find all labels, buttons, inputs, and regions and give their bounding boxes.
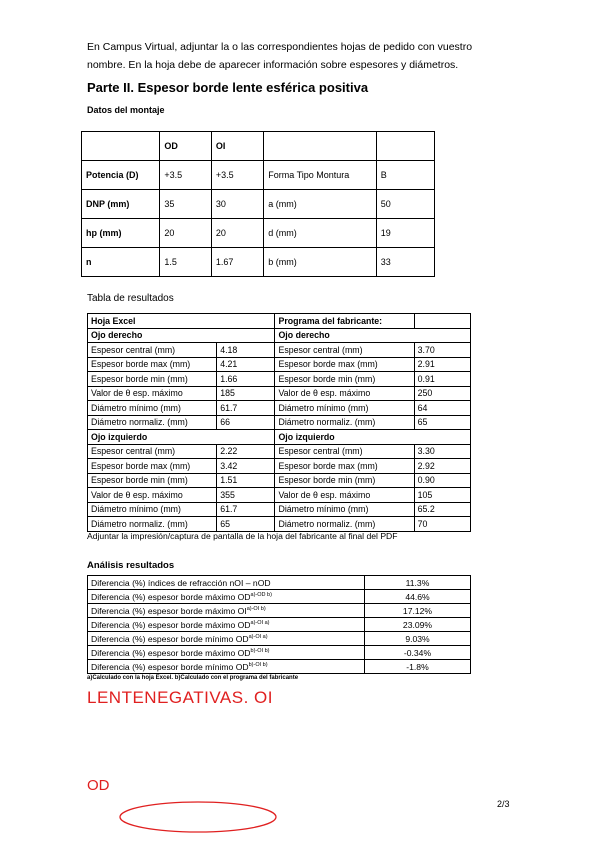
table-cell: 23.09% — [365, 618, 471, 632]
table-cell: Hoja Excel — [88, 314, 275, 329]
table-cell: 2.22 — [217, 444, 275, 459]
table-cell: 4.21 — [217, 357, 275, 372]
analisis-table — [87, 575, 471, 674]
table-row — [88, 502, 471, 517]
table-cell: 30 — [211, 190, 263, 219]
table-cell: 2.91 — [414, 357, 470, 372]
table-cell: d (mm) — [264, 219, 377, 248]
table-cell: 65.2 — [414, 502, 470, 517]
table-cell: n — [82, 248, 160, 277]
table-row — [88, 386, 471, 401]
table-cell: 1.67 — [211, 248, 263, 277]
table-cell: 20 — [160, 219, 211, 248]
table-cell — [88, 646, 365, 660]
attach-note: Adjuntar la impresión/captura de pantalla de la hoja del fabricante al final del PDF — [87, 531, 398, 541]
table-cell — [414, 314, 470, 329]
table-row — [82, 190, 435, 219]
table-row — [88, 430, 471, 445]
table-row — [82, 161, 435, 190]
table-row — [88, 660, 471, 674]
table-cell: Diámetro mínimo (mm) — [275, 401, 414, 416]
table-cell: +3.5 — [211, 161, 263, 190]
table-cell: 1.66 — [217, 372, 275, 387]
table-row — [82, 219, 435, 248]
row-label-sup: a)-OD b) — [250, 591, 272, 598]
table-row — [88, 576, 471, 590]
table-cell: 4.18 — [217, 343, 275, 358]
row-label: Diferencia (%) espesor borde máximo OD — [91, 619, 251, 630]
table-row — [88, 517, 471, 532]
table-row — [88, 459, 471, 474]
table-cell: Espesor borde min (mm) — [275, 372, 414, 387]
table-cell: OD — [160, 132, 211, 161]
table-row — [88, 604, 471, 618]
table-row — [82, 248, 435, 277]
table-cell: 185 — [217, 386, 275, 401]
table-cell: Ojo derecho — [275, 328, 471, 343]
handwritten-annotation: LENTENEGATIVAS. OI — [87, 688, 273, 707]
table-cell: 20 — [211, 219, 263, 248]
table-row — [88, 473, 471, 488]
table-cell — [376, 132, 434, 161]
table-cell: 0.91 — [414, 372, 470, 387]
table-cell: Espesor borde max (mm) — [275, 459, 414, 474]
table-cell: 2.92 — [414, 459, 470, 474]
handwritten-od: OD — [87, 777, 110, 794]
table-cell: 11.3% — [365, 576, 471, 590]
row-label: Diferencia (%) índices de refracción nOI – nOD — [91, 577, 271, 588]
table-row — [88, 632, 471, 646]
table-cell: Valor de θ esp. máximo — [275, 488, 414, 503]
row-label-sup: b)-OI b) — [250, 647, 270, 654]
table-cell: Espesor borde max (mm) — [88, 459, 217, 474]
table-row — [82, 132, 435, 161]
table-cell: 50 — [376, 190, 434, 219]
table-cell: Espesor borde min (mm) — [88, 473, 217, 488]
table-cell: Espesor borde min (mm) — [88, 372, 217, 387]
table-cell: Espesor borde max (mm) — [275, 357, 414, 372]
table-cell — [88, 618, 365, 632]
table-cell: 1.5 — [160, 248, 211, 277]
table-cell: 17.12% — [365, 604, 471, 618]
table-cell: 61.7 — [217, 502, 275, 517]
row-label: Diferencia (%) espesor borde máximo OD — [91, 647, 251, 658]
table-cell: Espesor central (mm) — [88, 343, 217, 358]
table-cell: +3.5 — [160, 161, 211, 190]
table-cell: 355 — [217, 488, 275, 503]
resultados-table — [87, 313, 471, 532]
table-cell: b (mm) — [264, 248, 377, 277]
table-cell: 65 — [217, 517, 275, 532]
table-cell: Diámetro normaliz. (mm) — [88, 517, 217, 532]
table-cell: 61.7 — [217, 401, 275, 416]
table-row — [88, 415, 471, 430]
section-title: Parte II. Espesor borde lente esférica positiva — [87, 80, 369, 95]
montaje-title: Datos del montaje — [87, 105, 165, 115]
table-cell — [88, 604, 365, 618]
analisis-title: Análisis resultados — [87, 560, 175, 571]
table-cell: Programa del fabricante: — [275, 314, 414, 329]
table-row — [88, 444, 471, 459]
table-cell: 35 — [160, 190, 211, 219]
table-cell: a (mm) — [264, 190, 377, 219]
table-cell: 0.90 — [414, 473, 470, 488]
table-cell: B — [376, 161, 434, 190]
table-cell — [82, 132, 160, 161]
table-cell: 3.30 — [414, 444, 470, 459]
row-label-sup: a)-OI b) — [246, 605, 266, 612]
table-cell: Espesor borde max (mm) — [88, 357, 217, 372]
table-cell: 66 — [217, 415, 275, 430]
table-cell: 33 — [376, 248, 434, 277]
table-cell: 64 — [414, 401, 470, 416]
table-row — [88, 372, 471, 387]
table-row — [88, 357, 471, 372]
table-cell: Valor de θ esp. máximo — [88, 386, 217, 401]
footnote: a)Calculado con la hoja Excel. b)Calculado con el programa del fabricante — [87, 675, 299, 681]
table-cell: Diámetro mínimo (mm) — [88, 401, 217, 416]
row-label: Diferencia (%) espesor borde máximo OI — [91, 605, 247, 616]
table-cell: Diámetro mínimo (mm) — [275, 502, 414, 517]
table-cell: Diámetro normaliz. (mm) — [275, 517, 414, 532]
table-cell — [88, 590, 365, 604]
resultados-title: Tabla de resultados — [87, 293, 174, 304]
table-cell: 19 — [376, 219, 434, 248]
table-cell: 1.51 — [217, 473, 275, 488]
intro-line-2: nombre. En la hoja debe de aparecer información sobre espesores y diámetros. — [87, 59, 459, 71]
table-cell: OI — [211, 132, 263, 161]
table-cell: Diámetro mínimo (mm) — [88, 502, 217, 517]
table-cell: Diámetro normaliz. (mm) — [275, 415, 414, 430]
table-cell: 44.6% — [365, 590, 471, 604]
table-cell: 65 — [414, 415, 470, 430]
row-label-sup: a)-OI a) — [250, 619, 270, 626]
table-cell: Espesor borde min (mm) — [275, 473, 414, 488]
table-cell: 105 — [414, 488, 470, 503]
row-label: Diferencia (%) espesor borde máximo OD — [91, 591, 251, 602]
table-row — [88, 488, 471, 503]
table-row — [88, 401, 471, 416]
table-cell: Potencia (D) — [82, 161, 160, 190]
red-ellipse-mark — [118, 800, 278, 836]
table-cell: Ojo derecho — [88, 328, 275, 343]
row-label-sup: a)-OI a) — [248, 633, 268, 640]
table-cell: Valor de θ esp. máximo — [88, 488, 217, 503]
page-number: 2/3 — [497, 799, 510, 809]
table-cell: Espesor central (mm) — [275, 444, 414, 459]
table-cell: hp (mm) — [82, 219, 160, 248]
row-label: Diferencia (%) espesor borde mínimo OD — [91, 661, 249, 672]
table-row — [88, 328, 471, 343]
table-cell — [264, 132, 377, 161]
table-cell: Espesor central (mm) — [88, 444, 217, 459]
table-cell: Espesor central (mm) — [275, 343, 414, 358]
table-row — [88, 618, 471, 632]
row-label-sup: b)-OI b) — [248, 661, 268, 668]
table-cell: DNP (mm) — [82, 190, 160, 219]
table-cell: 9.03% — [365, 632, 471, 646]
table-cell: 3.42 — [217, 459, 275, 474]
table-row — [88, 314, 471, 329]
intro-text — [87, 38, 557, 74]
table-row — [88, 343, 471, 358]
table-cell: -0.34% — [365, 646, 471, 660]
table-row — [88, 590, 471, 604]
table-cell: Valor de θ esp. máximo — [275, 386, 414, 401]
table-cell: Diámetro normaliz. (mm) — [88, 415, 217, 430]
table-cell: Forma Tipo Montura — [264, 161, 377, 190]
table-cell: -1.8% — [365, 660, 471, 674]
table-cell: Ojo izquierdo — [275, 430, 471, 445]
intro-line-1: En Campus Virtual, adjuntar la o las correspondientes hojas de pedido con vuestro — [87, 41, 473, 53]
table-cell: 70 — [414, 517, 470, 532]
table-cell: 250 — [414, 386, 470, 401]
table-cell: Ojo izquierdo — [88, 430, 275, 445]
row-label: Diferencia (%) espesor borde mínimo OD — [91, 633, 249, 644]
montaje-table — [81, 131, 435, 277]
table-cell — [88, 660, 365, 674]
table-row — [88, 646, 471, 660]
table-cell — [88, 576, 365, 590]
table-cell: 3.70 — [414, 343, 470, 358]
table-cell — [88, 632, 365, 646]
